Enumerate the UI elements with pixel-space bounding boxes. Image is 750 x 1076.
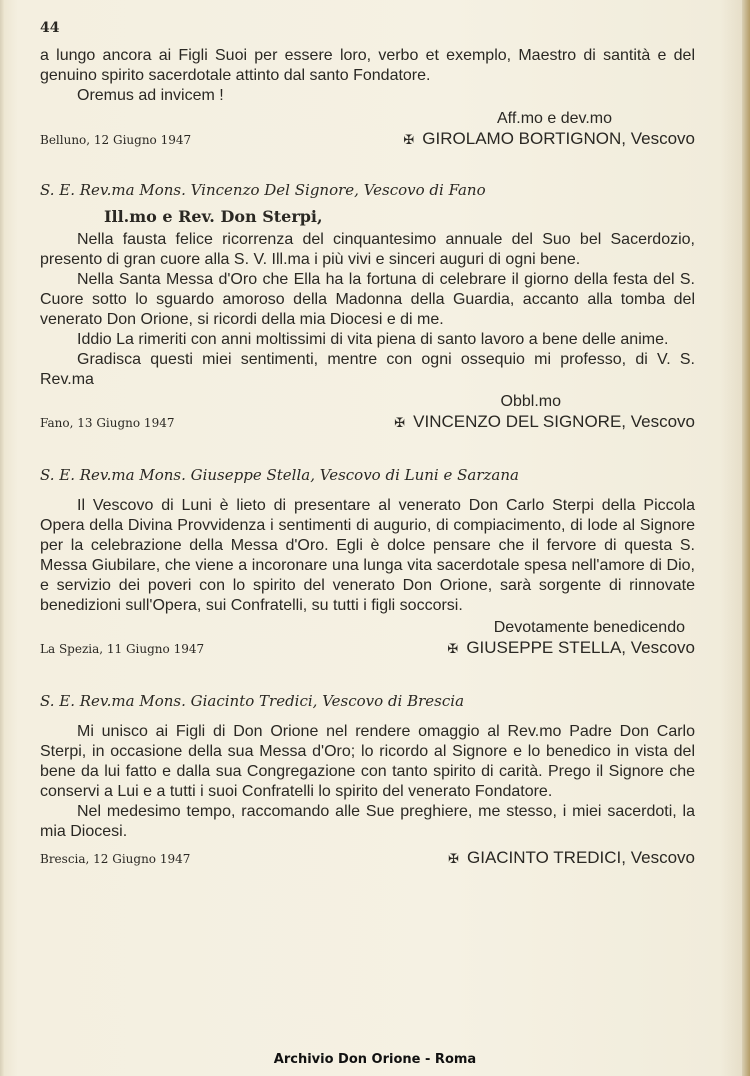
signature bbox=[394, 412, 695, 432]
paragraph: a lungo ancora ai Figli Suoi per essere loro, verbo et exemplo, Maestro di santità e del genuino spirito sacerdotale attinto dal santo Fondatore. bbox=[40, 47, 695, 84]
place-date: Belluno, 12 Giugno 1947 bbox=[40, 133, 192, 147]
signature-row bbox=[40, 848, 695, 868]
page-right-edge bbox=[742, 0, 750, 1076]
letter-stella bbox=[40, 466, 695, 658]
cross-symbol: ✠ bbox=[448, 851, 459, 866]
signature-name: GIUSEPPE STELLA, Vescovo bbox=[466, 638, 695, 657]
paragraph: Gradisca questi miei sentimenti, mentre con ogni ossequio mi professo, di V. S. Rev.ma bbox=[40, 351, 695, 388]
cross-symbol: ✠ bbox=[447, 641, 459, 656]
letter-heading: S. E. Rev.ma Mons. Giuseppe Stella, Vescovo di Luni e Sarzana bbox=[40, 466, 519, 484]
letter-heading: S. E. Rev.ma Mons. Vincenzo Del Signore, Vescovo di Fano bbox=[40, 181, 486, 199]
paragraph: Nella fausta felice ricorrenza del cinquantesimo annuale del Suo bel Sacerdozio, presento di gran cuore alla S. V. Ill.ma i più vivi e sinceri auguri di ogni bene. bbox=[40, 231, 695, 268]
signature bbox=[448, 848, 695, 868]
signature bbox=[403, 129, 695, 149]
closing-phrase: Obbl.mo bbox=[500, 393, 561, 410]
signature-row bbox=[40, 129, 695, 149]
cross-symbol: ✠ bbox=[403, 132, 415, 147]
salutation: Ill.mo e Rev. Don Sterpi, bbox=[104, 207, 323, 226]
signature-name: VINCENZO DEL SIGNORE, Vescovo bbox=[413, 412, 695, 431]
paragraph: Nella Santa Messa d'Oro che Ella ha la fortuna di celebrare il giorno della festa del S. Cuore sotto lo sguardo amoroso della Madonna della Guardia, accanto alla tomba del venerato Don Orione, si ricordi della mia Diocesi e di me. bbox=[40, 271, 695, 328]
document-body bbox=[40, 46, 695, 868]
closing-phrase: Aff.mo e dev.mo bbox=[496, 110, 612, 127]
place-date: Fano, 13 Giugno 1947 bbox=[40, 416, 175, 430]
letter-bortignon bbox=[40, 46, 695, 149]
closing-line: Oremus ad invicem ! bbox=[77, 87, 224, 104]
signature-row bbox=[40, 638, 695, 658]
signature-name: GIROLAMO BORTIGNON, Vescovo bbox=[422, 129, 695, 148]
paragraph: Iddio La rimeriti con anni moltissimi di vita piena di santo lavoro a bene delle anime. bbox=[77, 331, 669, 348]
cross-symbol: ✠ bbox=[394, 415, 406, 430]
paragraph: Mi unisco ai Figli di Don Orione nel rendere omaggio al Rev.mo Padre Don Carlo Sterpi, in occasione della sua Messa d'Oro; lo ricordo al Signore e lo benedico in vista del bene da lui fatto e dalla sua Congregazione con tanto spirito di carità. Prego il Signore che conservi a Lui e a tutti i suoi Confratelli lo spirito del venerato Fondatore. bbox=[40, 723, 695, 800]
signature-row bbox=[40, 412, 695, 432]
letter-del-signore bbox=[40, 181, 695, 432]
closing-phrase: Devotamente benedicendo bbox=[493, 619, 685, 636]
place-date: La Spezia, 11 Giugno 1947 bbox=[40, 642, 205, 656]
paragraph: Nel medesimo tempo, raccomando alle Sue preghiere, me stesso, i miei sacerdoti, la mia Diocesi. bbox=[40, 803, 695, 840]
signature-name: GIACINTO TREDICI, Vescovo bbox=[467, 848, 695, 867]
letter-heading: S. E. Rev.ma Mons. Giacinto Tredici, Vescovo di Brescia bbox=[40, 692, 465, 710]
page-left-edge bbox=[0, 0, 4, 1076]
paragraph: Il Vescovo di Luni è lieto di presentare al venerato Don Carlo Sterpi della Piccola Opera della Divina Provvidenza i sentimenti di augurio, di compiacimento, di lode al Signore per la celebrazione della Messa d'Oro. Egli è dolce pensare che il fervore di questa S. Messa Giubilare, che viene a incoronare una lunga vita sacerdotale spesa nell'amore di Dio, e servizio dei poveri con lo spirito del venerato Don Orione, sarà sorgente di rinnovate benedizioni sull'Opera, sui Confratelli, su tutti i figli soccorsi. bbox=[40, 497, 695, 614]
archive-footer: Archivio Don Orione - Roma bbox=[273, 1052, 477, 1067]
letter-tredici bbox=[40, 692, 695, 868]
signature bbox=[447, 638, 695, 658]
place-date: Brescia, 12 Giugno 1947 bbox=[40, 852, 191, 866]
page-number: 44 bbox=[40, 20, 60, 36]
